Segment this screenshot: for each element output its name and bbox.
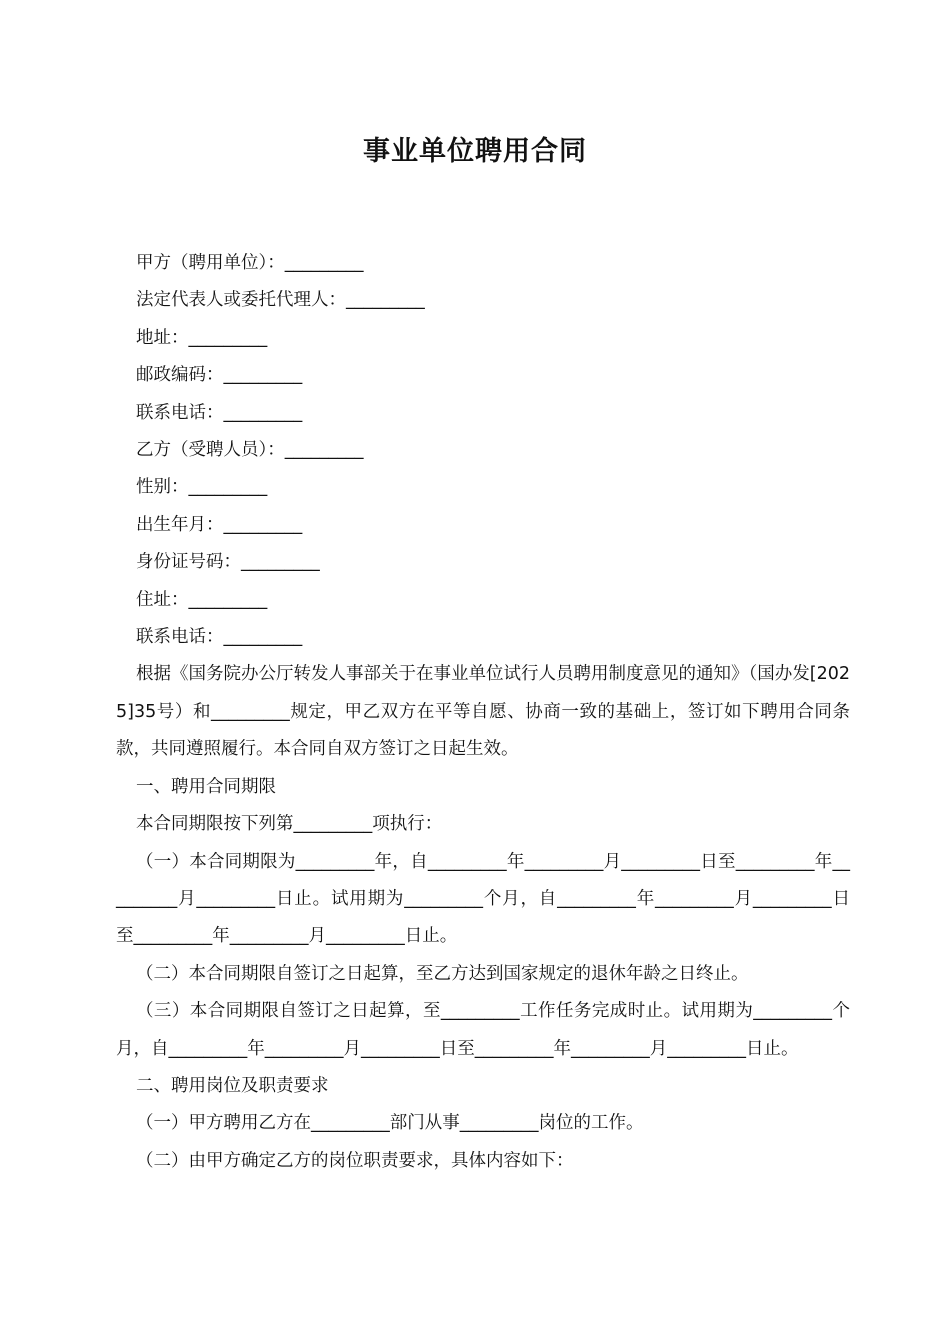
party-b-birth: 出生年月：_________ [136,514,303,535]
party-b-gender: 性别：_________ [136,477,268,498]
party-b-address: 住址：_________ [136,589,268,610]
party-b-name: 乙方（受聘人员）：_________ [136,440,364,461]
party-b-id-number: 身份证号码：_________ [136,552,320,573]
party-b-phone: 联系电话：_________ [136,627,303,648]
clause-item: （二）由甲方确定乙方的岗位职责要求，具体内容如下： [136,1150,574,1171]
page-title: 事业单位聘用合同 [363,136,587,167]
party-a-name: 甲方（聘用单位）：_________ [136,253,364,273]
section-intro: 本合同期限按下列第_________项执行： [136,814,443,835]
section-heading: 一、聘用合同期限 [136,776,276,797]
clause-item: （三）本合同期限自签订之日起算，至_________工作任务完成时止。试用期为_________个月，自_________年_________月_________日至_________年_________月_________日止。 [116,1001,850,1059]
party-a-phone: 联系电话：_________ [136,402,303,423]
preamble-paragraph: 根据《国务院办公厅转发人事部关于在事业单位试行人员聘用制度意见的通知》（国办发[2025]35号）和_________规定，甲乙双方在平等自愿、协商一致的基础上，签订如下聘用合同条款，共同遵照履行。本合同自双方签订之日起生效。 [116,664,850,760]
party-a-address: 地址：_________ [136,327,268,348]
section-heading: 二、聘用岗位及职责要求 [136,1075,329,1096]
party-a-postcode: 邮政编码：_________ [136,365,303,386]
clause-item: （二）本合同期限自签订之日起算，至乙方达到国家规定的退休年龄之日终止。 [136,963,749,984]
contract-body [116,245,850,1180]
party-a-representative: 法定代表人或委托代理人：_________ [136,290,425,311]
clause-item: （一）甲方聘用乙方在_________部门从事_________岗位的工作。 [136,1113,644,1134]
clause-item: （一）本合同期限为_________年，自_________年_________月_________日至_________年_________月_________日止。试用期为_________个月，自_________年_________月_________日至_________年_________月_________日止。 [116,851,850,947]
